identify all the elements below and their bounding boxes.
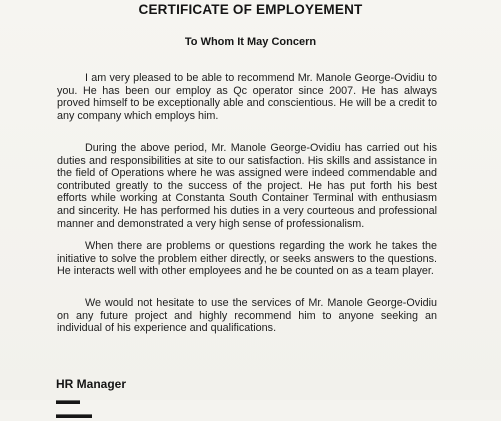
paragraph-performance: During the above period, Mr. Manole George-Ovidiu has carried out his duties and responsibilities at site to our satisfaction. His skills and assistance in the field of Operations where he was assigned were indeed commendable and contributed greatly to the success of the project. He has put forth his best efforts while working at Constanta South Container Terminal with enthusiasm and sincerity. He has performed his duties in a very courteous and professional manner and demonstrated a very high sense of professionalism. [57, 142, 437, 230]
signoff-name-cropped [56, 393, 108, 421]
paragraph-teamwork: When there are problems or questions regarding the work he takes the initiative to solve the problem either directly, or seeks answers to the questions. He interacts well with other employees and he be counted on as a team player. [57, 240, 437, 278]
signoff-name-fragment: ▬▬ ▬▬▬ [56, 393, 92, 421]
signoff-title: HR Manager [56, 377, 127, 391]
salutation: To Whom It May Concern [184, 36, 317, 48]
paragraph-recommendation: I am very pleased to be able to recommend Mr. Manole George-Ovidiu to you. He has been our employ as Qc operator since 2007. He has always proved himself to be exceptionally able and conscientious. He will be a credit to any company which employs him. [57, 72, 437, 122]
paragraph-closing: We would not hesitate to use the services of Mr. Manole George-Ovidiu on any future project and highly recommend him to anyone seeking an individual of his experience and qualifications. [57, 297, 437, 335]
document-title: CERTIFICATE OF EMPLOYEMENT [138, 2, 363, 17]
